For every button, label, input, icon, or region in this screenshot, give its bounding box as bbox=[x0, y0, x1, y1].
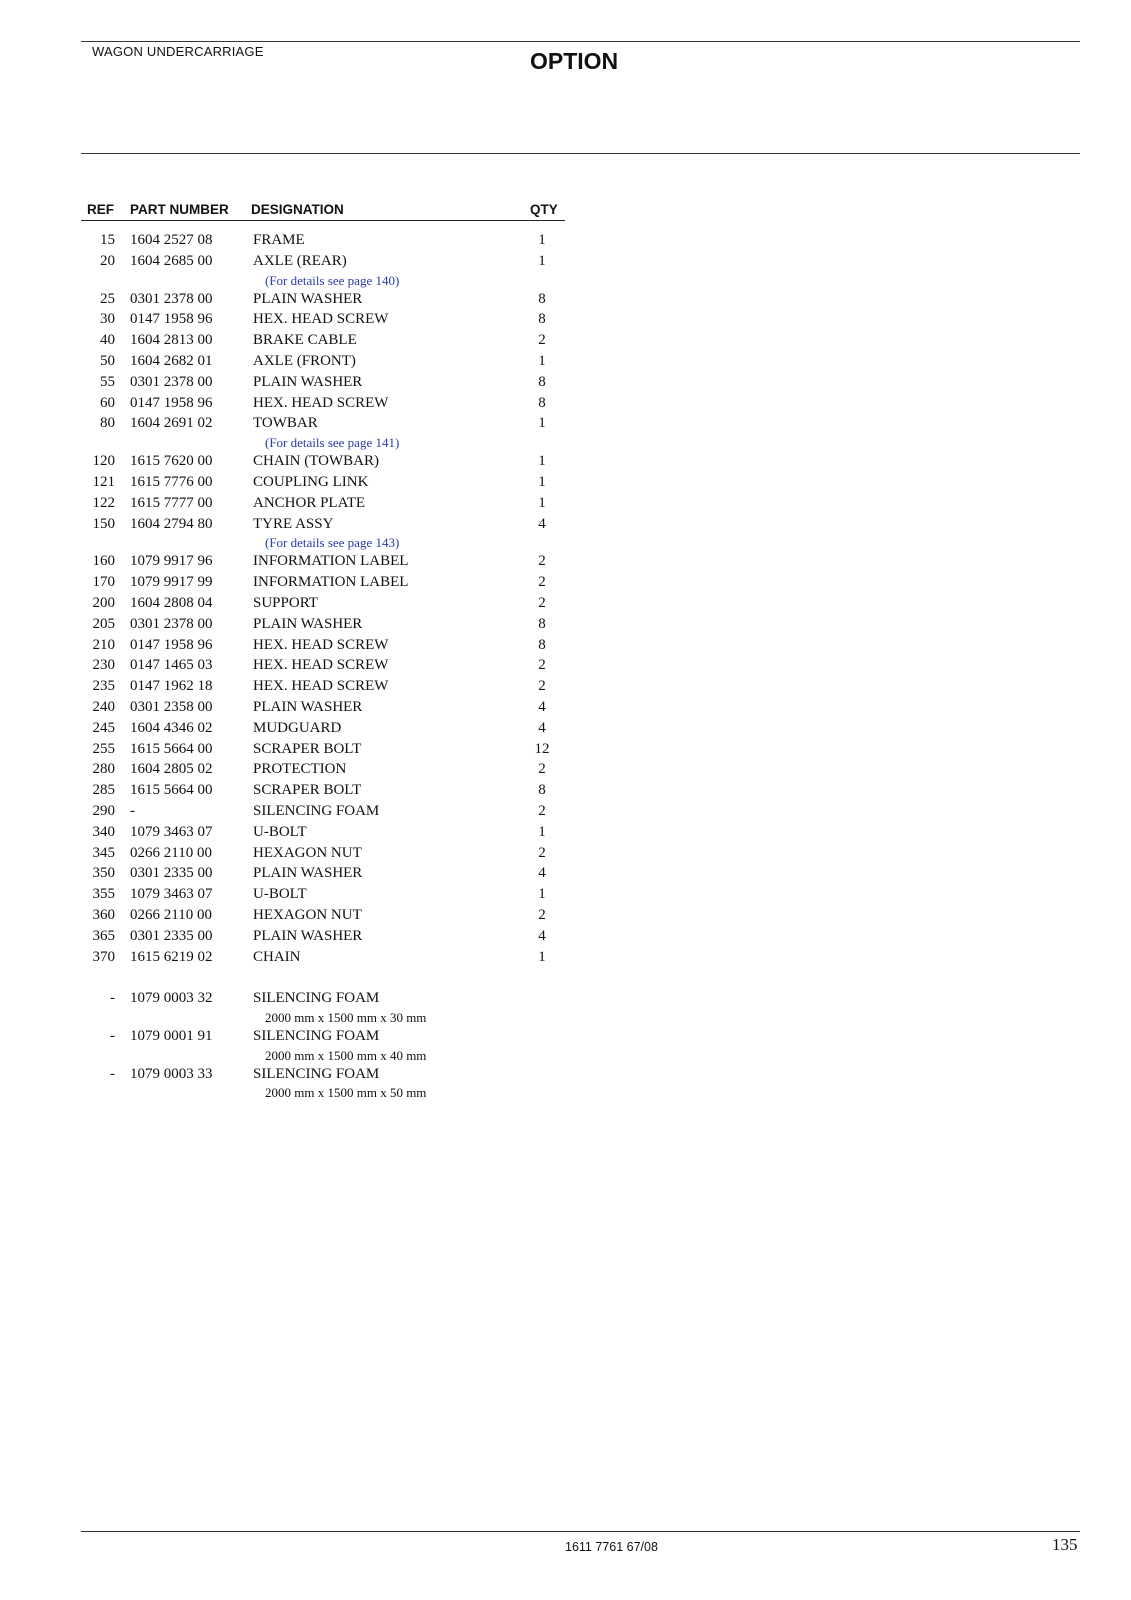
designation-cell: COUPLING LINK bbox=[253, 473, 369, 490]
designation-cell: SCRAPER BOLT bbox=[253, 782, 362, 799]
ref-cell: 80 bbox=[100, 415, 115, 432]
qty-cell: 2 bbox=[538, 594, 546, 611]
top-rule bbox=[81, 41, 1080, 42]
qty-cell: 1 bbox=[538, 232, 546, 248]
designation-cell: PROTECTION bbox=[253, 761, 347, 778]
part-number-cell: 1079 0003 33 bbox=[130, 1065, 213, 1082]
ref-cell: 350 bbox=[92, 865, 115, 882]
part-number-cell: 1079 0001 91 bbox=[130, 1027, 213, 1044]
table-row bbox=[0, 988, 600, 1009]
ref-cell: 50 bbox=[100, 352, 115, 369]
qty-cell: 1 bbox=[538, 823, 546, 840]
designation-cell: SUPPORT bbox=[253, 594, 318, 611]
table-row bbox=[0, 289, 600, 310]
designation-cell: CHAIN (TOWBAR) bbox=[253, 453, 379, 470]
page-reference-note bbox=[0, 272, 600, 289]
table-row bbox=[0, 655, 600, 676]
designation-cell: SILENCING FOAM bbox=[253, 802, 380, 819]
part-number-cell: 0266 2110 00 bbox=[130, 906, 212, 923]
dimension-note bbox=[0, 1009, 600, 1026]
qty-cell: 8 bbox=[538, 636, 546, 653]
ref-cell: - bbox=[110, 990, 115, 1007]
ref-cell: 285 bbox=[92, 782, 115, 799]
designation-cell: SILENCING FOAM bbox=[253, 1027, 380, 1044]
table-row bbox=[0, 884, 600, 905]
designation-cell: PLAIN WASHER bbox=[253, 290, 363, 307]
table-row bbox=[0, 739, 600, 760]
qty-cell: 2 bbox=[538, 906, 546, 923]
table-row bbox=[0, 905, 600, 926]
part-number-cell: 0301 2335 00 bbox=[130, 927, 213, 944]
part-number-cell: 1604 2682 01 bbox=[130, 352, 213, 369]
part-number-cell: 0301 2358 00 bbox=[130, 698, 213, 715]
part-number-cell: 1079 9917 99 bbox=[130, 574, 213, 591]
ref-cell: 345 bbox=[92, 844, 115, 861]
designation-cell: HEXAGON NUT bbox=[253, 844, 362, 861]
part-number-cell: 0147 1958 96 bbox=[130, 311, 213, 328]
table-row bbox=[0, 351, 600, 372]
table-row bbox=[0, 635, 600, 656]
designation-cell: HEXAGON NUT bbox=[253, 906, 362, 923]
part-number-cell: 1615 7776 00 bbox=[130, 473, 213, 490]
designation-cell: MUDGUARD bbox=[253, 719, 342, 736]
part-number-cell: 1615 6219 02 bbox=[130, 948, 213, 965]
part-number-cell: 0147 1962 18 bbox=[130, 678, 213, 695]
part-number-cell: 0147 1958 96 bbox=[130, 636, 213, 653]
ref-cell: 290 bbox=[92, 802, 115, 819]
document-code: 1611 7761 67/08 bbox=[565, 1540, 658, 1554]
ref-cell: 55 bbox=[100, 373, 115, 390]
ref-cell: - bbox=[110, 1065, 115, 1082]
ref-cell: 120 bbox=[92, 453, 115, 470]
ref-cell: 370 bbox=[92, 948, 115, 965]
qty-cell: 1 bbox=[538, 948, 546, 965]
table-row bbox=[0, 697, 600, 718]
designation-cell: INFORMATION LABEL bbox=[253, 574, 409, 591]
ref-cell: 245 bbox=[92, 719, 115, 736]
page-reference-note-text: (For details see page 143) bbox=[265, 535, 400, 551]
ref-cell: 30 bbox=[100, 311, 115, 328]
page-reference-note-text: (For details see page 140) bbox=[265, 272, 400, 288]
qty-cell: 8 bbox=[538, 311, 546, 328]
ref-cell: 121 bbox=[92, 473, 115, 490]
qty-cell: 2 bbox=[538, 802, 546, 819]
dimension-note-text: 2000 mm x 1500 mm x 30 mm bbox=[265, 1009, 427, 1025]
table-row bbox=[0, 372, 600, 393]
part-number-cell: 1604 2691 02 bbox=[130, 415, 213, 432]
designation-cell: HEX. HEAD SCREW bbox=[253, 636, 389, 653]
page-number: 135 bbox=[1052, 1535, 1078, 1554]
designation-cell: FRAME bbox=[253, 232, 305, 248]
ref-cell: 25 bbox=[100, 290, 115, 307]
designation-cell: PLAIN WASHER bbox=[253, 615, 363, 632]
qty-cell: 8 bbox=[538, 290, 546, 307]
table-row bbox=[0, 309, 600, 330]
table-row bbox=[0, 413, 600, 434]
ref-cell: 210 bbox=[92, 636, 115, 653]
part-number-cell: 0301 2335 00 bbox=[130, 865, 213, 882]
designation-cell: PLAIN WASHER bbox=[253, 698, 363, 715]
qty-cell: 1 bbox=[538, 415, 546, 432]
part-number-cell: 1615 7620 00 bbox=[130, 453, 213, 470]
qty-cell: 1 bbox=[538, 453, 546, 470]
table-row bbox=[0, 1026, 600, 1047]
table-row bbox=[0, 330, 600, 351]
table-row bbox=[0, 843, 600, 864]
table-row bbox=[0, 780, 600, 801]
part-number-cell: 1604 2685 00 bbox=[130, 252, 213, 269]
ref-cell: 40 bbox=[100, 332, 115, 349]
designation-cell: TOWBAR bbox=[253, 415, 318, 432]
part-number-cell: 1604 2805 02 bbox=[130, 761, 213, 778]
page-reference-note bbox=[0, 434, 600, 451]
ref-cell: 255 bbox=[92, 740, 115, 757]
footer-rule bbox=[81, 1531, 1080, 1532]
ref-cell: 122 bbox=[92, 494, 115, 511]
part-number-cell: 0301 2378 00 bbox=[130, 615, 213, 632]
table-spacer bbox=[0, 967, 600, 988]
part-number-cell: 1079 3463 07 bbox=[130, 823, 213, 840]
page-heading: OPTION bbox=[530, 48, 619, 74]
qty-cell: 1 bbox=[538, 886, 546, 903]
qty-cell: 1 bbox=[538, 352, 546, 369]
table-row bbox=[0, 593, 600, 614]
ref-cell: 170 bbox=[92, 574, 115, 591]
table-row bbox=[0, 551, 600, 572]
table-row bbox=[0, 863, 600, 884]
header-bottom-rule bbox=[81, 153, 1080, 154]
ref-cell: 360 bbox=[92, 906, 115, 923]
table-row bbox=[0, 676, 600, 697]
designation-cell: TYRE ASSY bbox=[253, 515, 334, 532]
designation-cell: CHAIN bbox=[253, 948, 301, 965]
designation-cell: INFORMATION LABEL bbox=[253, 553, 409, 570]
parts-table bbox=[0, 230, 600, 1101]
designation-cell: SCRAPER BOLT bbox=[253, 740, 362, 757]
qty-cell: 2 bbox=[538, 553, 546, 570]
part-number-cell: 1604 2813 00 bbox=[130, 332, 213, 349]
ref-cell: 205 bbox=[92, 615, 115, 632]
ref-cell: 60 bbox=[100, 394, 115, 411]
designation-cell: SILENCING FOAM bbox=[253, 1065, 380, 1082]
column-header-designation: DESIGNATION bbox=[251, 202, 344, 217]
part-number-cell: 1604 4346 02 bbox=[130, 719, 213, 736]
ref-cell: 355 bbox=[92, 886, 115, 903]
part-number-cell: 0147 1958 96 bbox=[130, 394, 213, 411]
page-reference-note bbox=[0, 534, 600, 551]
dimension-note bbox=[0, 1084, 600, 1101]
qty-cell: 8 bbox=[538, 615, 546, 632]
qty-cell: 4 bbox=[538, 719, 546, 736]
ref-cell: 365 bbox=[92, 927, 115, 944]
ref-cell: 240 bbox=[92, 698, 115, 715]
ref-cell: - bbox=[110, 1027, 115, 1044]
part-number-cell: 1079 3463 07 bbox=[130, 886, 213, 903]
table-row bbox=[0, 230, 600, 251]
designation-cell: PLAIN WASHER bbox=[253, 927, 363, 944]
table-row bbox=[0, 822, 600, 843]
qty-cell: 12 bbox=[534, 740, 550, 757]
table-row bbox=[0, 759, 600, 780]
ref-cell: 230 bbox=[92, 657, 115, 674]
designation-cell: PLAIN WASHER bbox=[253, 865, 363, 882]
table-row bbox=[0, 1064, 600, 1085]
ref-cell: 160 bbox=[92, 553, 115, 570]
designation-cell: BRAKE CABLE bbox=[253, 332, 357, 349]
qty-cell: 1 bbox=[538, 473, 546, 490]
table-row bbox=[0, 614, 600, 635]
table-row bbox=[0, 926, 600, 947]
ref-cell: 20 bbox=[100, 252, 115, 269]
table-row bbox=[0, 472, 600, 493]
designation-cell: PLAIN WASHER bbox=[253, 373, 363, 390]
part-number-cell: 1079 9917 96 bbox=[130, 553, 213, 570]
part-number-cell: 1079 0003 32 bbox=[130, 990, 213, 1007]
qty-cell: 2 bbox=[538, 844, 546, 861]
table-row bbox=[0, 947, 600, 968]
part-number-cell: 1615 5664 00 bbox=[130, 740, 213, 757]
part-number-cell: 1604 2808 04 bbox=[130, 594, 213, 611]
qty-cell: 2 bbox=[538, 761, 546, 778]
page-reference-note-text: (For details see page 141) bbox=[265, 435, 400, 451]
designation-cell: SILENCING FOAM bbox=[253, 990, 380, 1007]
designation-cell: ANCHOR PLATE bbox=[253, 494, 366, 511]
qty-cell: 8 bbox=[538, 394, 546, 411]
qty-cell: 2 bbox=[538, 332, 546, 349]
qty-cell: 2 bbox=[538, 574, 546, 591]
qty-cell: 4 bbox=[538, 698, 546, 715]
table-row bbox=[0, 801, 600, 822]
ref-cell: 340 bbox=[92, 823, 115, 840]
qty-cell: 1 bbox=[538, 252, 546, 269]
dimension-note bbox=[0, 1047, 600, 1064]
column-header-ref: REF bbox=[87, 202, 114, 217]
qty-cell: 2 bbox=[538, 657, 546, 674]
dimension-note-text: 2000 mm x 1500 mm x 50 mm bbox=[265, 1085, 427, 1101]
designation-cell: HEX. HEAD SCREW bbox=[253, 657, 389, 674]
part-number-cell: 1615 7777 00 bbox=[130, 494, 213, 511]
part-number-cell: 0147 1465 03 bbox=[130, 657, 213, 674]
qty-cell: 8 bbox=[538, 373, 546, 390]
part-number-cell: 0301 2378 00 bbox=[130, 290, 213, 307]
table-row bbox=[0, 718, 600, 739]
ref-cell: 200 bbox=[92, 594, 115, 611]
qty-cell: 4 bbox=[538, 927, 546, 944]
qty-cell: 8 bbox=[538, 782, 546, 799]
column-header-rule bbox=[81, 220, 565, 221]
qty-cell: 2 bbox=[538, 678, 546, 695]
table-row bbox=[0, 572, 600, 593]
part-number-cell: 0301 2378 00 bbox=[130, 373, 213, 390]
designation-cell: AXLE (FRONT) bbox=[253, 352, 356, 369]
designation-cell: U-BOLT bbox=[253, 823, 307, 840]
qty-cell: 1 bbox=[538, 494, 546, 511]
table-row bbox=[0, 493, 600, 514]
ref-cell: 235 bbox=[92, 678, 115, 695]
part-number-cell: 0266 2110 00 bbox=[130, 844, 212, 861]
qty-cell: 4 bbox=[538, 865, 546, 882]
ref-cell: 280 bbox=[92, 761, 115, 778]
designation-cell: U-BOLT bbox=[253, 886, 307, 903]
table-row bbox=[0, 514, 600, 535]
part-number-cell: 1615 5664 00 bbox=[130, 782, 213, 799]
column-header-part-number: PART NUMBER bbox=[130, 202, 229, 217]
part-number-cell: 1604 2527 08 bbox=[130, 232, 213, 248]
designation-cell: HEX. HEAD SCREW bbox=[253, 394, 389, 411]
part-number-cell: - bbox=[130, 802, 135, 819]
designation-cell: AXLE (REAR) bbox=[253, 252, 347, 269]
ref-cell: 150 bbox=[92, 515, 115, 532]
part-number-cell: 1604 2794 80 bbox=[130, 515, 213, 532]
section-title: WAGON UNDERCARRIAGE bbox=[92, 44, 264, 59]
designation-cell: HEX. HEAD SCREW bbox=[253, 311, 389, 328]
dimension-note-text: 2000 mm x 1500 mm x 40 mm bbox=[265, 1047, 427, 1063]
ref-cell: 15 bbox=[100, 232, 115, 248]
table-row bbox=[0, 393, 600, 414]
column-header-qty: QTY bbox=[530, 202, 558, 217]
table-row bbox=[0, 451, 600, 472]
table-row bbox=[0, 251, 600, 272]
designation-cell: HEX. HEAD SCREW bbox=[253, 678, 389, 695]
qty-cell: 4 bbox=[538, 515, 546, 532]
